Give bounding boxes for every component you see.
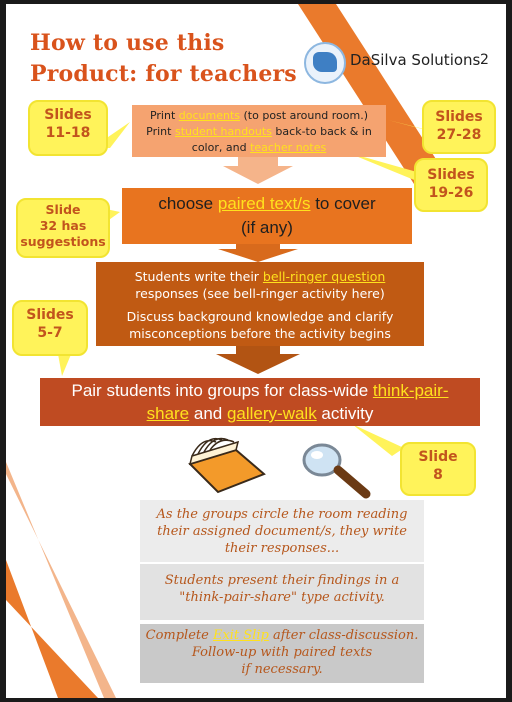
step1-line3: color, and teacher notes bbox=[191, 141, 327, 154]
step1-line2: Print student handouts back-to back & in bbox=[146, 125, 372, 138]
callout-slides-19-26: Slides 19-26 bbox=[414, 158, 488, 212]
magnifying-glass-icon bbox=[300, 440, 380, 504]
step1-line1: Print documents (to post around room.) bbox=[149, 109, 369, 122]
brand-name: DaSilva Solutions bbox=[350, 51, 481, 69]
paired-text-link[interactable]: paired text/s bbox=[217, 194, 311, 213]
documents-link[interactable]: documents bbox=[178, 109, 241, 122]
title-line-2: Product: for teachers bbox=[30, 61, 297, 87]
student-handouts-link[interactable]: student handouts bbox=[174, 125, 272, 138]
info-box-present-findings: Students present their findings in a "think-pair-share" type activity. bbox=[140, 564, 424, 620]
book-icon bbox=[182, 434, 274, 498]
info-box-gallery-walk: As the groups circle the room reading their assigned document/s, they write their responses... bbox=[140, 500, 424, 562]
step-bell-ringer: Students write their bell-ringer question responses (see bell-ringer activity here) Discuss background knowledge and clarify misconceptions before the activity begins bbox=[96, 262, 424, 346]
step-choose-paired-text: choose paired text/s to cover (if any) bbox=[122, 188, 412, 244]
callout-slides-27-28: Slides 27-28 bbox=[422, 100, 496, 154]
arrow-1 bbox=[223, 157, 293, 184]
title-line-1: How to use this bbox=[30, 30, 225, 56]
page-number: 2 bbox=[480, 52, 489, 68]
arrow-2 bbox=[218, 244, 298, 262]
exit-slip-link[interactable]: Exit Slip bbox=[212, 628, 269, 643]
step-print-materials bbox=[132, 105, 386, 157]
slide-page bbox=[6, 4, 506, 698]
callout-slides-5-7: Slides 5-7 bbox=[12, 300, 88, 356]
step-pair-students: Pair students into groups for class-wide think-pair-share and gallery-walk activity bbox=[40, 378, 480, 426]
arrow-3 bbox=[216, 346, 300, 374]
callout-slides-11-18: Slides 11-18 bbox=[28, 100, 108, 156]
think-pair-share-link[interactable]: think-pair-share bbox=[146, 381, 449, 423]
teacher-notes-link[interactable]: teacher notes bbox=[250, 141, 327, 154]
callout-slide-8: Slide 8 bbox=[400, 442, 476, 496]
info-box-exit-slip: Complete Exit Slip after class-discussion. Follow-up with paired texts if necessary. bbox=[140, 624, 424, 683]
callout-slide-32: Slide 32 has suggestions bbox=[16, 198, 110, 258]
gallery-walk-link[interactable]: gallery-walk bbox=[226, 404, 317, 423]
bell-ringer-link[interactable]: bell-ringer question bbox=[262, 269, 386, 284]
